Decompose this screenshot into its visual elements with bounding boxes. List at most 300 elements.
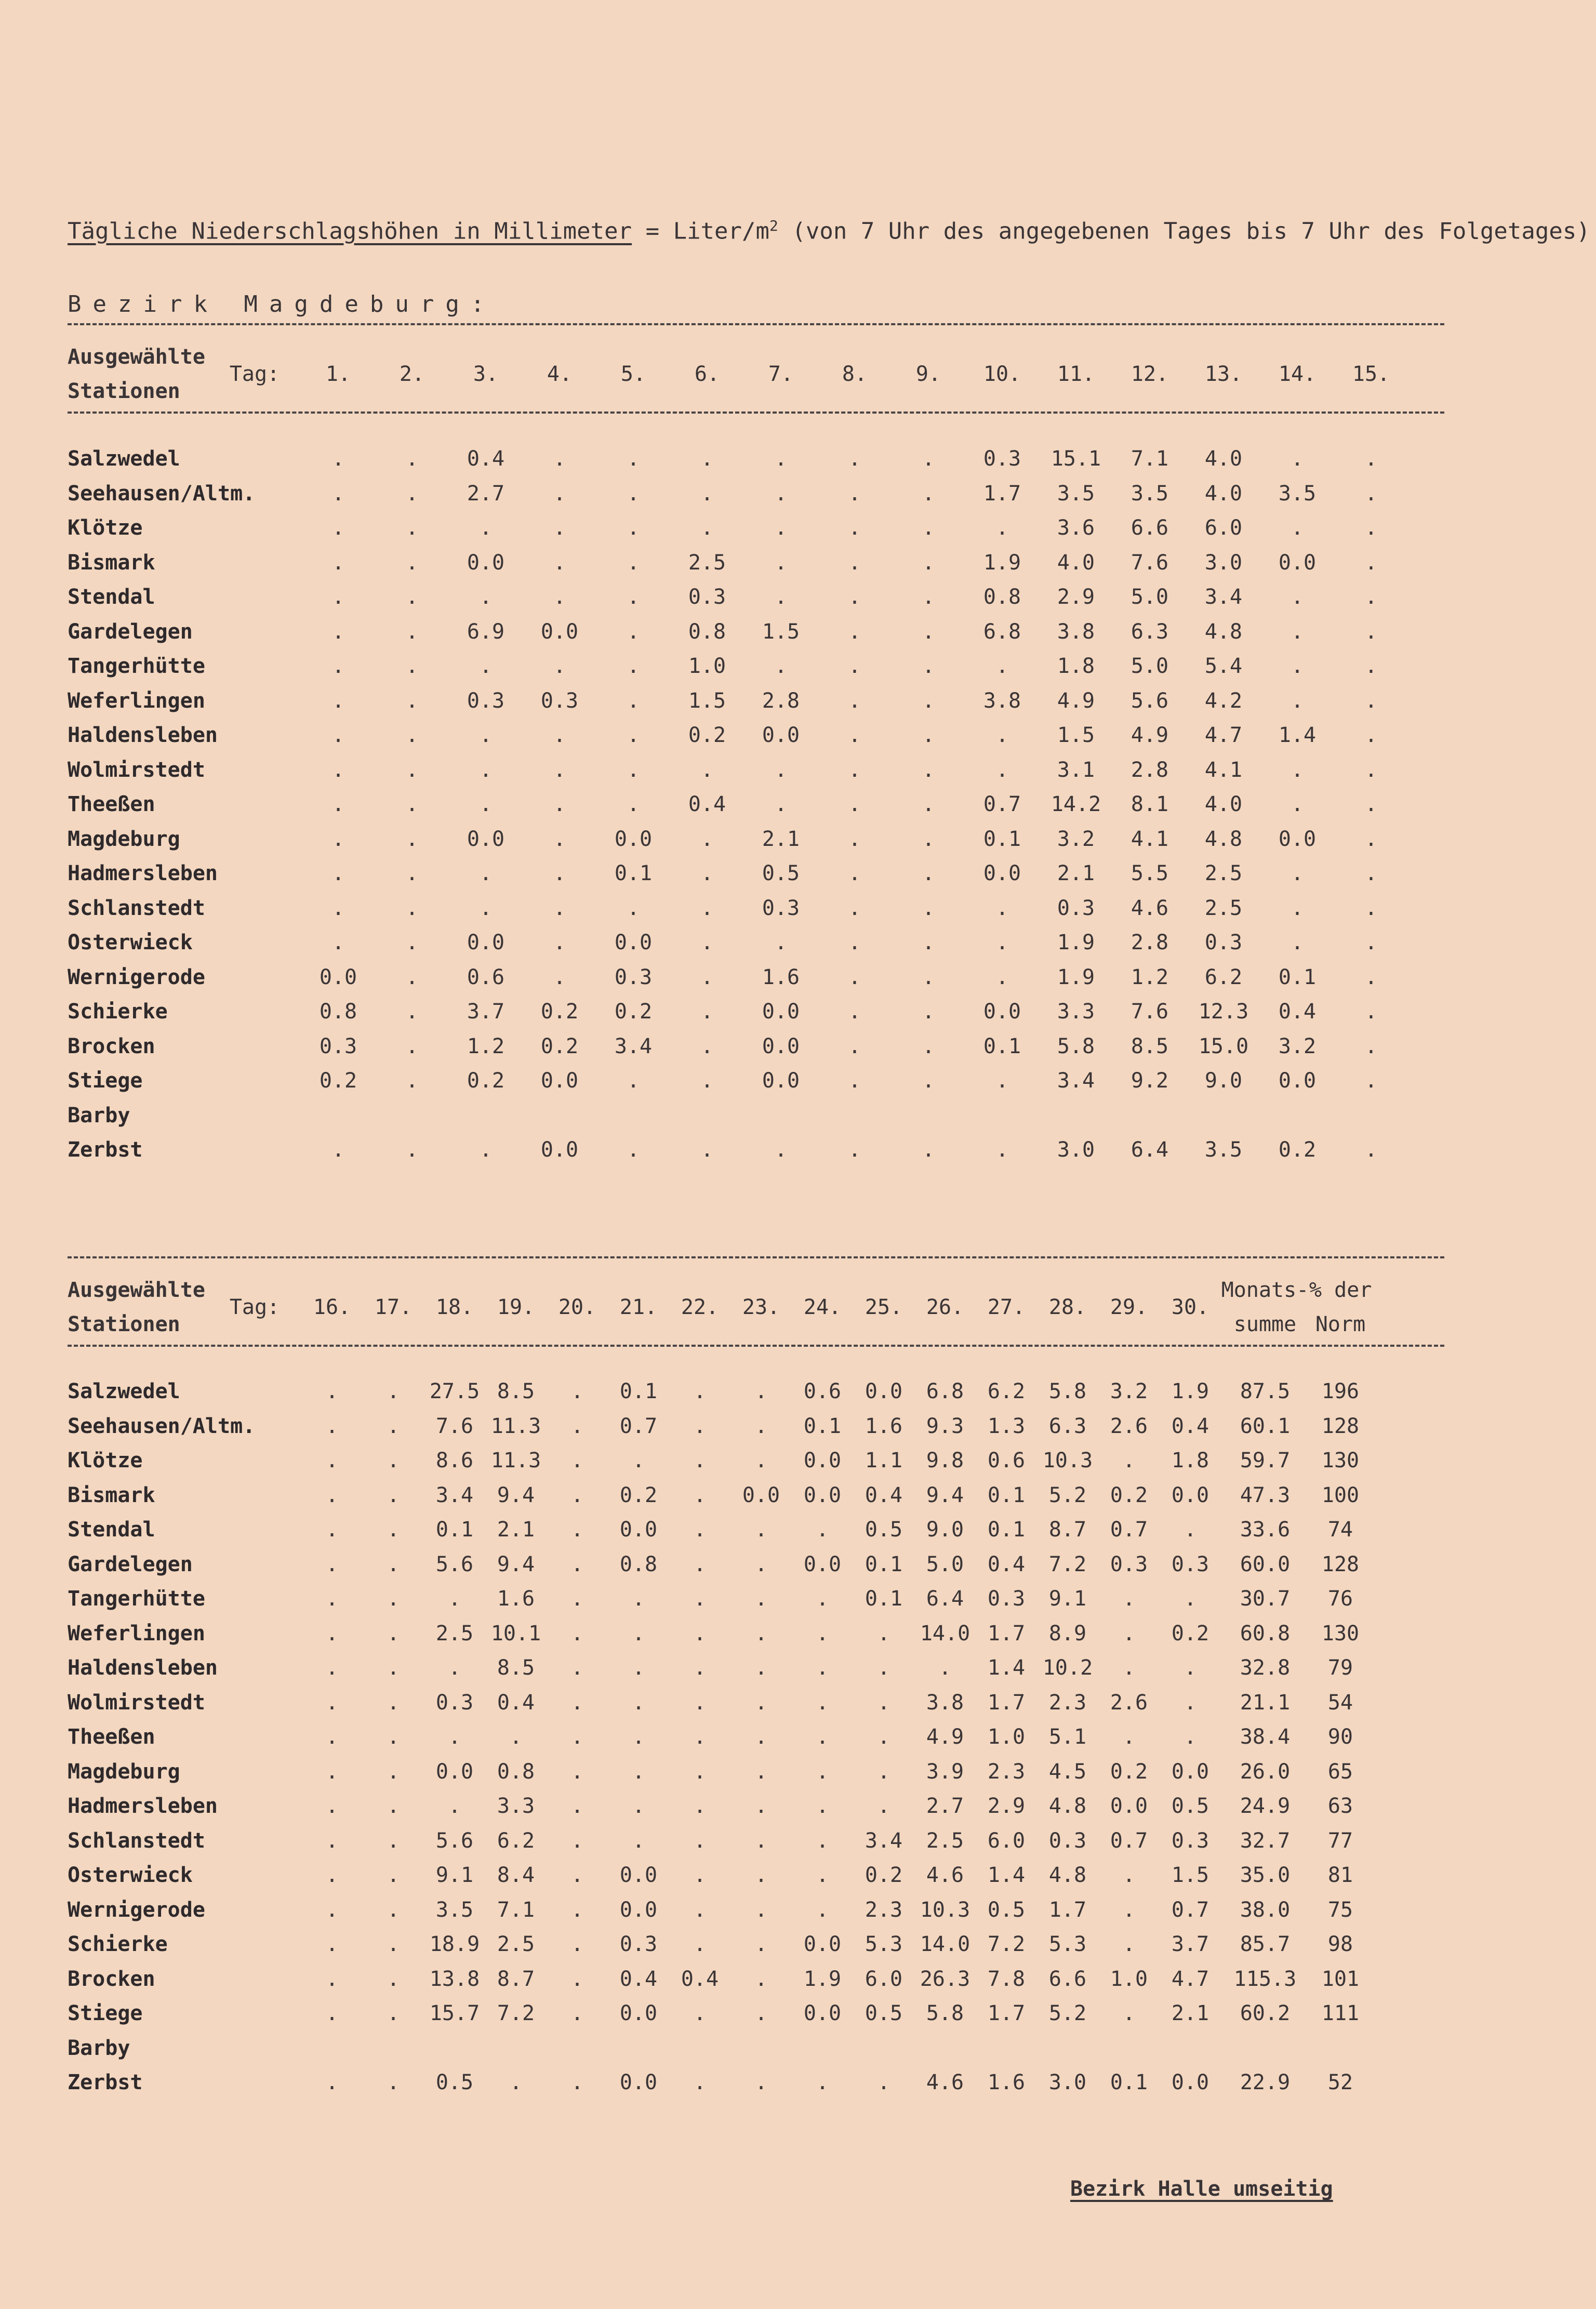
precip-cell: . bbox=[816, 1725, 829, 1749]
precip-cell: 1.9 bbox=[1171, 1379, 1209, 1404]
precip-cell: 0.8 bbox=[497, 1759, 535, 1784]
day-column-header: 10. bbox=[983, 362, 1021, 386]
precip-cell: 81 bbox=[1327, 1863, 1353, 1888]
precip-cell bbox=[976, 2031, 1037, 2066]
precip-cell: . bbox=[325, 1794, 339, 1819]
table-row bbox=[68, 1789, 1372, 1824]
page-footer-note: Bezirk Halle umseitig bbox=[1070, 2177, 1333, 2201]
precip-cell: . bbox=[405, 585, 419, 609]
precip-cell: . bbox=[877, 1690, 890, 1715]
precip-cell: . bbox=[922, 516, 935, 540]
percent-norm-header-2: Norm bbox=[1315, 1312, 1366, 1336]
precip-cell: 5.2 bbox=[1048, 1483, 1087, 1507]
precip-cell: . bbox=[570, 1828, 584, 1853]
precip-cell: . bbox=[1364, 585, 1378, 609]
precip-cell: . bbox=[570, 1587, 584, 1611]
precip-cell: 0.1 bbox=[987, 1483, 1026, 1507]
precip-cell: 3.7 bbox=[467, 1000, 505, 1024]
precip-cell: . bbox=[405, 758, 419, 782]
precip-cell: . bbox=[1364, 481, 1378, 506]
precip-cell: . bbox=[553, 447, 566, 471]
precip-cell: . bbox=[995, 1138, 1009, 1162]
precip-cell: 1.5 bbox=[1057, 723, 1095, 748]
precip-cell: 26.3 bbox=[920, 1967, 970, 1991]
precip-cell: 38.4 bbox=[1240, 1725, 1291, 1749]
table-row bbox=[68, 684, 1408, 719]
precip-cell: . bbox=[405, 1138, 419, 1162]
precip-cell: 3.5 bbox=[1278, 481, 1316, 506]
precip-cell: 21.1 bbox=[1240, 1690, 1291, 1715]
precip-cell: 8.5 bbox=[1130, 1034, 1169, 1058]
precip-cell: 6.9 bbox=[467, 619, 505, 644]
precip-cell: 0.0 bbox=[619, 1897, 658, 1922]
precip-cell: . bbox=[995, 516, 1009, 540]
precip-cell bbox=[608, 2031, 669, 2066]
precip-cell: . bbox=[1122, 2001, 1136, 2026]
station-name: Schierke bbox=[68, 1000, 168, 1024]
precip-cell: . bbox=[553, 758, 566, 782]
station-name: Tangerhütte bbox=[68, 1587, 205, 1611]
monthly-sum-header-2: summe bbox=[1233, 1312, 1297, 1336]
precip-cell: . bbox=[700, 931, 714, 955]
precip-cell: . bbox=[1364, 758, 1378, 782]
precip-cell: 0.3 bbox=[1171, 1828, 1209, 1853]
precip-cell: . bbox=[405, 550, 419, 575]
precip-cell: . bbox=[1122, 1587, 1136, 1611]
table-row bbox=[68, 856, 1408, 891]
precip-cell: . bbox=[331, 792, 345, 817]
precip-cell: . bbox=[693, 2071, 707, 2095]
precip-cell: 32.7 bbox=[1240, 1828, 1291, 1853]
precip-cell: . bbox=[479, 654, 493, 679]
precip-cell: . bbox=[632, 1794, 645, 1819]
precip-cell: . bbox=[693, 1759, 707, 1784]
precip-cell: 77 bbox=[1327, 1828, 1353, 1853]
precip-cell: . bbox=[922, 1138, 935, 1162]
precip-cell: . bbox=[632, 1449, 645, 1473]
precip-cell: . bbox=[700, 861, 714, 886]
precip-cell: 10.1 bbox=[490, 1621, 541, 1646]
precip-cell: . bbox=[570, 1518, 584, 1542]
precip-cell: . bbox=[553, 792, 566, 817]
table1-daily-precipitation bbox=[68, 442, 1408, 1167]
precip-cell: . bbox=[632, 1759, 645, 1784]
precip-cell: 130 bbox=[1321, 1449, 1360, 1473]
precip-cell: 0.0 bbox=[762, 1000, 800, 1024]
table-row bbox=[68, 1755, 1372, 1789]
precip-cell: . bbox=[553, 654, 566, 679]
precip-cell: 5.0 bbox=[1130, 585, 1169, 609]
table-row bbox=[68, 476, 1408, 511]
precip-cell: 98 bbox=[1327, 1932, 1353, 1957]
precip-cell: 0.0 bbox=[619, 2001, 658, 2026]
station-name: Wolmirstedt bbox=[68, 1690, 205, 1715]
precip-cell: 2.1 bbox=[1057, 861, 1095, 886]
day-column-header: 15. bbox=[1352, 362, 1390, 386]
precip-cell: . bbox=[693, 1449, 707, 1473]
precip-cell: 6.8 bbox=[983, 619, 1021, 644]
precip-cell: 54 bbox=[1327, 1690, 1353, 1715]
precip-cell: 87.5 bbox=[1240, 1379, 1291, 1404]
station-name: Gardelegen bbox=[68, 1552, 193, 1576]
station-name: Brocken bbox=[68, 1034, 155, 1058]
precip-cell: . bbox=[754, 1414, 768, 1438]
precip-cell: 7.2 bbox=[497, 2001, 535, 2026]
precip-cell: . bbox=[693, 1414, 707, 1438]
precip-cell: 0.0 bbox=[435, 1759, 474, 1784]
precip-cell: 2.8 bbox=[762, 688, 800, 713]
precip-cell: 0.0 bbox=[619, 2071, 658, 2095]
precip-cell: . bbox=[331, 585, 345, 609]
precip-cell: . bbox=[693, 2001, 707, 2026]
precip-cell: 3.7 bbox=[1171, 1932, 1209, 1957]
station-name: Brocken bbox=[68, 1967, 155, 1991]
precip-cell: 0.0 bbox=[1110, 1794, 1148, 1819]
table-row bbox=[68, 787, 1408, 822]
precip-cell: . bbox=[627, 792, 640, 817]
day-column-header: 13. bbox=[1204, 362, 1243, 386]
precip-cell: 8.7 bbox=[1048, 1518, 1087, 1542]
precip-cell: 3.2 bbox=[1057, 827, 1095, 851]
station-name: Osterwieck bbox=[68, 1863, 193, 1888]
table-row bbox=[68, 822, 1408, 857]
precip-cell: 0.0 bbox=[1278, 827, 1316, 851]
precip-cell: 30.7 bbox=[1240, 1587, 1291, 1611]
precip-cell: . bbox=[553, 516, 566, 540]
precip-cell: 1.6 bbox=[864, 1414, 903, 1438]
table-row bbox=[68, 718, 1408, 753]
precip-cell: 5.6 bbox=[435, 1552, 474, 1576]
precip-cell: 8.4 bbox=[497, 1863, 535, 1888]
precip-cell: . bbox=[848, 896, 861, 920]
day-column-header: 18. bbox=[435, 1295, 474, 1319]
precip-cell: 0.4 bbox=[987, 1552, 1026, 1576]
precip-cell: . bbox=[1122, 1863, 1136, 1888]
precip-cell: 11.3 bbox=[490, 1414, 541, 1438]
precip-cell: 0.0 bbox=[1171, 1483, 1209, 1507]
day-column-header: 23. bbox=[742, 1295, 780, 1319]
precip-cell: . bbox=[325, 1483, 339, 1507]
precip-cell: . bbox=[405, 516, 419, 540]
precip-cell: . bbox=[570, 1897, 584, 1922]
day-column-header: 4. bbox=[547, 362, 573, 386]
precip-cell bbox=[744, 1098, 818, 1133]
precip-cell: . bbox=[1122, 1725, 1136, 1749]
precip-cell: 35.0 bbox=[1240, 1863, 1291, 1888]
precip-cell: . bbox=[405, 1000, 419, 1024]
precip-cell: . bbox=[700, 896, 714, 920]
precip-cell: 4.5 bbox=[1048, 1759, 1087, 1784]
precip-cell: . bbox=[570, 1967, 584, 1991]
precip-cell: 8.5 bbox=[497, 1379, 535, 1404]
precip-cell: 0.2 bbox=[619, 1483, 658, 1507]
precip-cell: . bbox=[754, 1449, 768, 1473]
station-name: Hadmersleben bbox=[68, 861, 218, 886]
precip-cell: 0.3 bbox=[1204, 931, 1243, 955]
precip-cell: . bbox=[754, 1587, 768, 1611]
table-row bbox=[68, 994, 1408, 1029]
precip-cell: . bbox=[1364, 931, 1378, 955]
precip-cell: . bbox=[570, 1759, 584, 1784]
station-name: Hadmersleben bbox=[68, 1794, 218, 1819]
precip-cell: 5.1 bbox=[1048, 1725, 1087, 1749]
precip-cell: 52 bbox=[1327, 2071, 1353, 2095]
precip-cell: . bbox=[570, 1414, 584, 1438]
precip-cell: 7.2 bbox=[1048, 1552, 1087, 1576]
precip-cell: 0.1 bbox=[435, 1518, 474, 1542]
precip-cell: . bbox=[848, 723, 861, 748]
precip-cell: . bbox=[995, 723, 1009, 748]
precip-cell: . bbox=[1122, 1897, 1136, 1922]
precip-cell: 3.1 bbox=[1057, 758, 1095, 782]
precip-cell: . bbox=[405, 1034, 419, 1058]
table-row bbox=[68, 1478, 1372, 1513]
precip-cell bbox=[424, 2031, 485, 2066]
precip-cell: . bbox=[405, 688, 419, 713]
precip-cell: 0.8 bbox=[319, 1000, 357, 1024]
precip-cell: . bbox=[325, 1863, 339, 1888]
precip-cell: . bbox=[570, 1690, 584, 1715]
precip-cell: . bbox=[553, 827, 566, 851]
precip-cell: . bbox=[922, 861, 935, 886]
station-name: Salzwedel bbox=[68, 1379, 180, 1404]
precip-cell: . bbox=[387, 1759, 400, 1784]
precip-cell: 8.5 bbox=[497, 1656, 535, 1680]
station-column-label-2: Stationen bbox=[68, 379, 180, 403]
table-row bbox=[68, 1927, 1372, 1962]
precip-cell: 4.0 bbox=[1204, 792, 1243, 817]
precip-cell: 0.0 bbox=[1171, 2071, 1209, 2095]
precip-cell: 0.6 bbox=[803, 1379, 842, 1404]
precip-cell: 2.9 bbox=[1057, 585, 1095, 609]
table-row bbox=[68, 2031, 1372, 2066]
table-row bbox=[68, 1893, 1372, 1928]
precip-cell: . bbox=[754, 2071, 768, 2095]
precip-cell: . bbox=[1364, 1000, 1378, 1024]
precip-cell: . bbox=[754, 1759, 768, 1784]
precip-cell: 4.6 bbox=[926, 2071, 964, 2095]
precip-cell: . bbox=[816, 1621, 829, 1646]
precip-cell: 4.0 bbox=[1057, 550, 1095, 575]
precip-cell: 2.9 bbox=[987, 1794, 1026, 1819]
precip-cell: . bbox=[848, 965, 861, 989]
table-row bbox=[68, 891, 1408, 926]
precip-cell: . bbox=[331, 688, 345, 713]
precip-cell: 0.2 bbox=[319, 1069, 357, 1093]
table-row bbox=[68, 649, 1408, 684]
precip-cell: . bbox=[1364, 861, 1378, 886]
precip-cell: . bbox=[387, 2001, 400, 2026]
precip-cell: 0.6 bbox=[467, 965, 505, 989]
precip-cell: . bbox=[922, 965, 935, 989]
precip-cell: 0.0 bbox=[1278, 1069, 1316, 1093]
precip-cell: 0.0 bbox=[803, 1552, 842, 1576]
precip-cell bbox=[1334, 1098, 1408, 1133]
precip-cell: 1.5 bbox=[688, 688, 726, 713]
precip-cell: . bbox=[922, 758, 935, 782]
precip-cell: 5.5 bbox=[1130, 861, 1169, 886]
precip-cell: . bbox=[1364, 654, 1378, 679]
precip-cell: . bbox=[405, 481, 419, 506]
precip-cell: . bbox=[700, 516, 714, 540]
precip-cell: 1.1 bbox=[864, 1449, 903, 1473]
precip-cell bbox=[1221, 2031, 1309, 2066]
precip-cell: . bbox=[479, 723, 493, 748]
precip-cell: . bbox=[848, 861, 861, 886]
station-name: Zerbst bbox=[68, 1138, 143, 1162]
precip-cell: . bbox=[1364, 550, 1378, 575]
precip-cell: 27.5 bbox=[429, 1379, 480, 1404]
precip-cell: . bbox=[325, 1449, 339, 1473]
precip-cell: . bbox=[754, 1794, 768, 1819]
station-name: Stiege bbox=[68, 2001, 143, 2026]
precip-cell: . bbox=[632, 1656, 645, 1680]
precip-cell: . bbox=[325, 1690, 339, 1715]
precip-cell: 9.2 bbox=[1130, 1069, 1169, 1093]
precip-cell bbox=[375, 1098, 449, 1133]
precip-cell: . bbox=[922, 550, 935, 575]
table-row bbox=[68, 1720, 1372, 1755]
precip-cell: . bbox=[774, 1138, 788, 1162]
precip-cell: . bbox=[1364, 1034, 1378, 1058]
precip-cell: 0.5 bbox=[987, 1897, 1026, 1922]
precip-cell: . bbox=[1183, 1690, 1197, 1715]
precip-cell: . bbox=[479, 792, 493, 817]
table-row bbox=[68, 1098, 1408, 1133]
precip-cell: . bbox=[553, 585, 566, 609]
precip-cell: 74 bbox=[1327, 1518, 1353, 1542]
precip-cell: . bbox=[693, 1828, 707, 1853]
precip-cell: 6.0 bbox=[987, 1828, 1026, 1853]
station-name: Bismark bbox=[68, 1483, 155, 1507]
precip-cell: . bbox=[387, 1656, 400, 1680]
precip-cell: . bbox=[331, 896, 345, 920]
station-name: Wolmirstedt bbox=[68, 758, 205, 782]
precip-cell: 0.1 bbox=[1278, 965, 1316, 989]
precip-cell: 3.2 bbox=[1110, 1379, 1148, 1404]
precip-cell: 0.1 bbox=[983, 827, 1021, 851]
precip-cell: 0.0 bbox=[540, 1069, 579, 1093]
precip-cell bbox=[892, 1098, 965, 1133]
precip-cell: . bbox=[877, 1759, 890, 1784]
precip-cell: 6.2 bbox=[1204, 965, 1243, 989]
precip-cell: 0.3 bbox=[467, 688, 505, 713]
precip-cell: 0.5 bbox=[435, 2071, 474, 2095]
precip-cell: 0.3 bbox=[1057, 896, 1095, 920]
precip-cell: 0.0 bbox=[614, 827, 653, 851]
precip-cell: 0.0 bbox=[803, 1483, 842, 1507]
precip-cell: . bbox=[693, 1897, 707, 1922]
precip-cell: 1.6 bbox=[987, 2071, 1026, 2095]
precip-cell: 0.0 bbox=[864, 1379, 903, 1404]
precip-cell: . bbox=[627, 688, 640, 713]
table2-daily-precipitation bbox=[68, 1374, 1372, 2100]
divider-line bbox=[68, 1256, 1444, 1258]
precip-cell: . bbox=[325, 1932, 339, 1957]
precip-cell: 130 bbox=[1321, 1621, 1360, 1646]
precip-cell bbox=[523, 1098, 596, 1133]
precip-cell: . bbox=[448, 1794, 461, 1819]
table-row bbox=[68, 2065, 1372, 2100]
day-column-header: 17. bbox=[374, 1295, 413, 1319]
precip-cell: . bbox=[387, 1794, 400, 1819]
precip-cell: . bbox=[325, 1621, 339, 1646]
precip-cell: . bbox=[405, 965, 419, 989]
precip-cell: 14.2 bbox=[1050, 792, 1101, 817]
precip-cell: 0.7 bbox=[1110, 1828, 1148, 1853]
precip-cell: 8.1 bbox=[1130, 792, 1169, 817]
precip-cell: 0.2 bbox=[1110, 1759, 1148, 1784]
precip-cell: 5.3 bbox=[1048, 1932, 1087, 1957]
station-name: Schierke bbox=[68, 1932, 168, 1957]
precip-cell: . bbox=[509, 2071, 523, 2095]
precip-cell: . bbox=[325, 1414, 339, 1438]
precip-cell: 18.9 bbox=[429, 1932, 480, 1957]
precip-cell: 4.9 bbox=[926, 1725, 964, 1749]
precip-cell: 15.7 bbox=[429, 2001, 480, 2026]
precip-cell: . bbox=[1122, 1932, 1136, 1957]
precip-cell: 2.3 bbox=[987, 1759, 1026, 1784]
precip-cell: 2.7 bbox=[467, 481, 505, 506]
precip-cell: . bbox=[848, 619, 861, 644]
day-column-header: 5. bbox=[620, 362, 646, 386]
precip-cell: . bbox=[816, 1794, 829, 1819]
precip-cell: 0.0 bbox=[1278, 550, 1316, 575]
precip-cell: 100 bbox=[1321, 1483, 1360, 1507]
precip-cell: . bbox=[922, 792, 935, 817]
precip-cell: 2.6 bbox=[1110, 1414, 1148, 1438]
precip-cell: 1.0 bbox=[688, 654, 726, 679]
precip-cell: . bbox=[331, 827, 345, 851]
precip-cell: . bbox=[1291, 896, 1304, 920]
precip-cell: . bbox=[570, 1656, 584, 1680]
precip-cell bbox=[730, 2031, 792, 2066]
precip-cell: 3.3 bbox=[497, 1794, 535, 1819]
precip-cell: . bbox=[387, 1967, 400, 1991]
station-column-label-2: Stationen bbox=[68, 1312, 180, 1336]
precip-cell: . bbox=[570, 1379, 584, 1404]
precip-cell: 1.2 bbox=[1130, 965, 1169, 989]
precip-cell: . bbox=[325, 1897, 339, 1922]
precip-cell: . bbox=[995, 931, 1009, 955]
precip-cell: . bbox=[816, 1759, 829, 1784]
precip-cell: . bbox=[848, 1000, 861, 1024]
precip-cell: . bbox=[632, 1690, 645, 1715]
precip-cell: 11.3 bbox=[490, 1449, 541, 1473]
precip-cell: . bbox=[1291, 688, 1304, 713]
precip-cell: . bbox=[816, 1897, 829, 1922]
precip-cell: 1.2 bbox=[467, 1034, 505, 1058]
station-name: Seehausen/Altm. bbox=[68, 1414, 256, 1438]
precip-cell: . bbox=[387, 1518, 400, 1542]
precip-cell: 2.5 bbox=[926, 1828, 964, 1853]
precip-cell: 76 bbox=[1327, 1587, 1353, 1611]
precip-cell: . bbox=[479, 1138, 493, 1162]
table-row bbox=[68, 1064, 1408, 1098]
day-column-header: 29. bbox=[1110, 1295, 1148, 1319]
precip-cell: 2.5 bbox=[1204, 861, 1243, 886]
table-row bbox=[68, 580, 1408, 615]
precip-cell: 59.7 bbox=[1240, 1449, 1291, 1473]
precip-cell: . bbox=[387, 1932, 400, 1957]
precip-cell: 0.8 bbox=[619, 1552, 658, 1576]
precip-cell: . bbox=[570, 1725, 584, 1749]
precip-cell: . bbox=[1183, 1587, 1197, 1611]
precip-cell: 79 bbox=[1327, 1656, 1353, 1680]
precip-cell: 6.0 bbox=[1204, 516, 1243, 540]
precip-cell bbox=[1160, 2031, 1221, 2066]
table2-header bbox=[68, 1272, 1444, 1345]
